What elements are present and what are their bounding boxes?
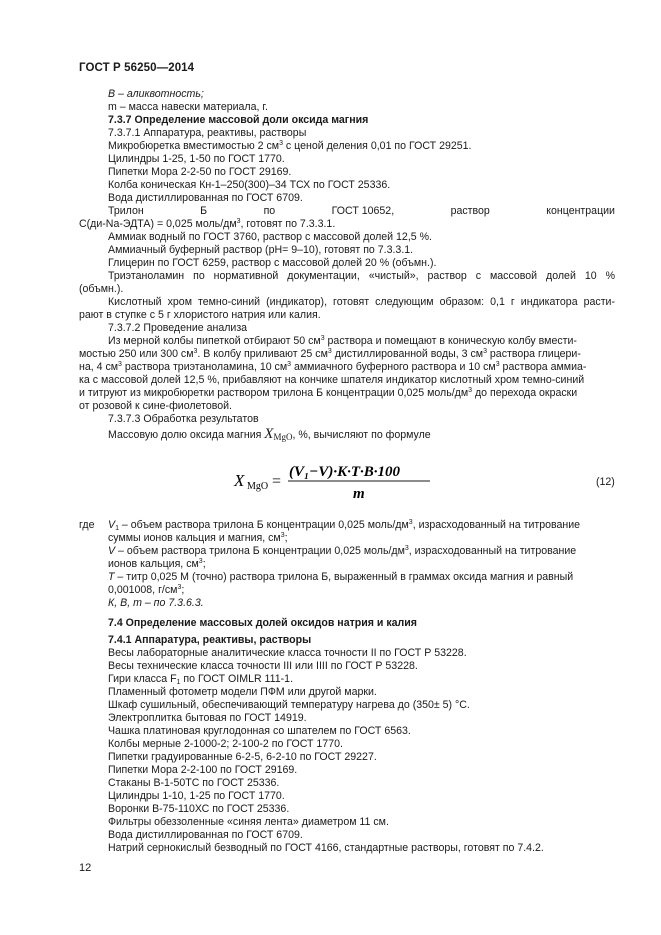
equipment-line: Пламенный фотометр модели ПФМ или другой марки.	[108, 686, 377, 698]
text-line: Кислотный хром темно-синий (индикатор), готовят следующим образом: 0,1 г индикатора расти-	[108, 296, 615, 308]
text-line: Цилиндры 1-25, 1-50 по ГОСТ 1770.	[108, 153, 285, 165]
text-line: С(ди-Na-ЭДТА) = 0,025 моль/$дм^3$, готовят по 7.3.3.1.	[79, 218, 336, 230]
equipment-line: Воронки В-75-110ХС по ГОСТ 25336.	[108, 803, 290, 815]
definition-line: ионов кальция, $см^3$;	[108, 558, 206, 570]
equipment-line: Гири класса $F_1$ по ГОСТ OIMLR 111-1.	[108, 673, 294, 686]
equipment-line: Чашка платиновая круглодонная со шпателем по ГОСТ 6563.	[108, 725, 411, 737]
subsection-heading: 7.4.1 Аппаратура, реактивы, растворы	[108, 634, 312, 646]
equipment-line: Натрий сернокислый безводный по ГОСТ 4166, стандартные растворы, готовят по 7.4.2.	[108, 842, 544, 854]
text-line: Колба коническая Кн-1–250(300)–34 ТСХ по ГОСТ 25336.	[108, 179, 391, 191]
equipment-line: Пипетки градуированные 6-2-5, 6-2-10 по ГОСТ 29227.	[108, 751, 377, 763]
text-line: Из мерной колбы пипеткой отбирают 50 $см^3$ раствора и помещают в коническую колбу вмести-	[108, 335, 577, 347]
subsection-heading: 7.3.7.2 Проведение анализа	[108, 322, 248, 334]
text-line: Массовую долю оксида магния $X_{MgO}$, %, вычисляют по формуле	[108, 426, 431, 442]
text-line: (объмн.).	[79, 283, 124, 295]
definition-line: 0,001008, $г/см^3$;	[108, 584, 185, 596]
text-line: мостью 250 или 300 $см^3$. В колбу приливают 25 $см^3$ дистиллированной воды, 3 $см^3$ раствора глицери-	[79, 348, 581, 360]
equipment-line: Пипетки Мора 2-2-100 по ГОСТ 29169.	[108, 764, 298, 776]
text-line: Глицерин по ГОСТ 6259, раствор с массовой долей 20 % (объмн.).	[108, 257, 437, 269]
equipment-line: Весы технические класса точности III или IIII по ГОСТ Р 53228.	[108, 660, 418, 672]
equipment-line: Колбы мерные 2-1000-2; 2-100-2 по ГОСТ 1770.	[108, 738, 343, 750]
text-line: Аммиак водный по ГОСТ 3760, раствор с массовой долей 12,5 %.	[108, 231, 432, 243]
equipment-line: Фильтры обеззоленные «синяя лента» диаметром 11 см.	[108, 816, 389, 828]
definition-line: Т – титр 0,025 М (точно) раствора трилона Б, выраженный в граммах оксида магния и равный	[108, 571, 574, 583]
definition-line: $V_1$ – объем раствора трилона Б концентрации 0,025 моль/$дм^3$, израсходованный на титрование	[108, 519, 581, 532]
subsection-heading: 7.3.7.1 Аппаратура, реактивы, растворы	[108, 127, 307, 139]
equipment-line: Вода дистиллированная по ГОСТ 6709.	[108, 829, 303, 841]
text-line: и титруют из микробюретки раствором трилона Б концентрации 0,025 моль/$дм^3$ до перехода окраски	[79, 387, 578, 399]
definition-line: суммы ионов кальция и магния, $см^3$;	[108, 532, 288, 544]
text-line: Вода дистиллированная по ГОСТ 6709.	[108, 192, 303, 204]
definition-line: К, В, m – по 7.3.6.3.	[108, 597, 204, 609]
formula-lhs-sub: MgO	[247, 481, 269, 492]
text-line: m – масса навески материала, г.	[108, 101, 268, 113]
where-label: где	[79, 519, 95, 531]
page-number: 12	[79, 862, 92, 874]
text-line: Микробюретка вместимостью 2 $см^3$ с ценой деления 0,01 по ГОСТ 29251.	[108, 140, 472, 152]
equipment-line: Электроплитка бытовая по ГОСТ 14919.	[108, 712, 307, 724]
text-line: на, 4 $см^3$ раствора триэтаноламина, 10 $см^3$ аммиачного буферного раствора и 10 $см^3$ раствора аммиа-	[79, 361, 587, 373]
equipment-line: Шкаф сушильный, обеспечивающий температуру нагрева до (350± 5) °С.	[108, 699, 470, 711]
text-line: Пипетки Мора 2-2-50 по ГОСТ 29169.	[108, 166, 292, 178]
equipment-line: Стаканы В-1-50ТС по ГОСТ 25336.	[108, 777, 280, 789]
formula-denominator: m	[353, 486, 365, 502]
formula-number: (12)	[596, 476, 615, 488]
section-heading: 7.3.7 Определение массовой доли оксида магния	[108, 114, 369, 126]
text-line: рают в ступке с 5 г хлористого натрия или калия.	[79, 309, 321, 321]
formula-numerator: (V₁−V)·K·T·B·100	[289, 464, 400, 480]
formula-mgo	[232, 452, 442, 504]
definition-line: V – объем раствора трилона Б концентрации 0,025 моль/$дм^3$, израсходованный на титрование	[108, 545, 577, 557]
subsection-heading: 7.3.7.3 Обработка результатов	[108, 413, 259, 425]
text-line: ка с массовой долей 12,5 %, прибавляют на кончике шпателя индикатор кислотный хром темно-синий	[79, 374, 585, 386]
text-line-justified: Трилон Б по ГОСТ 10652, раствор концентрации	[108, 205, 615, 217]
text-line: Триэтаноламин по нормативной документации, «чистый», раствор с массовой долей 10 %	[108, 270, 615, 282]
text-line: от розовой к сине-фиолетовой.	[79, 400, 232, 412]
doc-header: ГОСТ Р 56250—2014	[79, 62, 195, 74]
equipment-line: Цилиндры 1-10, 1-25 по ГОСТ 1770.	[108, 790, 285, 802]
text-line: В – аликвотность;	[108, 88, 204, 100]
equipment-line: Весы лабораторные аналитические класса точности II по ГОСТ Р 53228.	[108, 647, 467, 659]
section-heading: 7.4 Определение массовых долей оксидов натрия и калия	[108, 617, 417, 629]
text-line: Аммиачный буферный раствор (рН= 9–10), готовят по 7.3.3.1.	[108, 244, 414, 256]
formula-equals: =	[272, 473, 282, 490]
formula-lhs: X	[234, 471, 245, 490]
